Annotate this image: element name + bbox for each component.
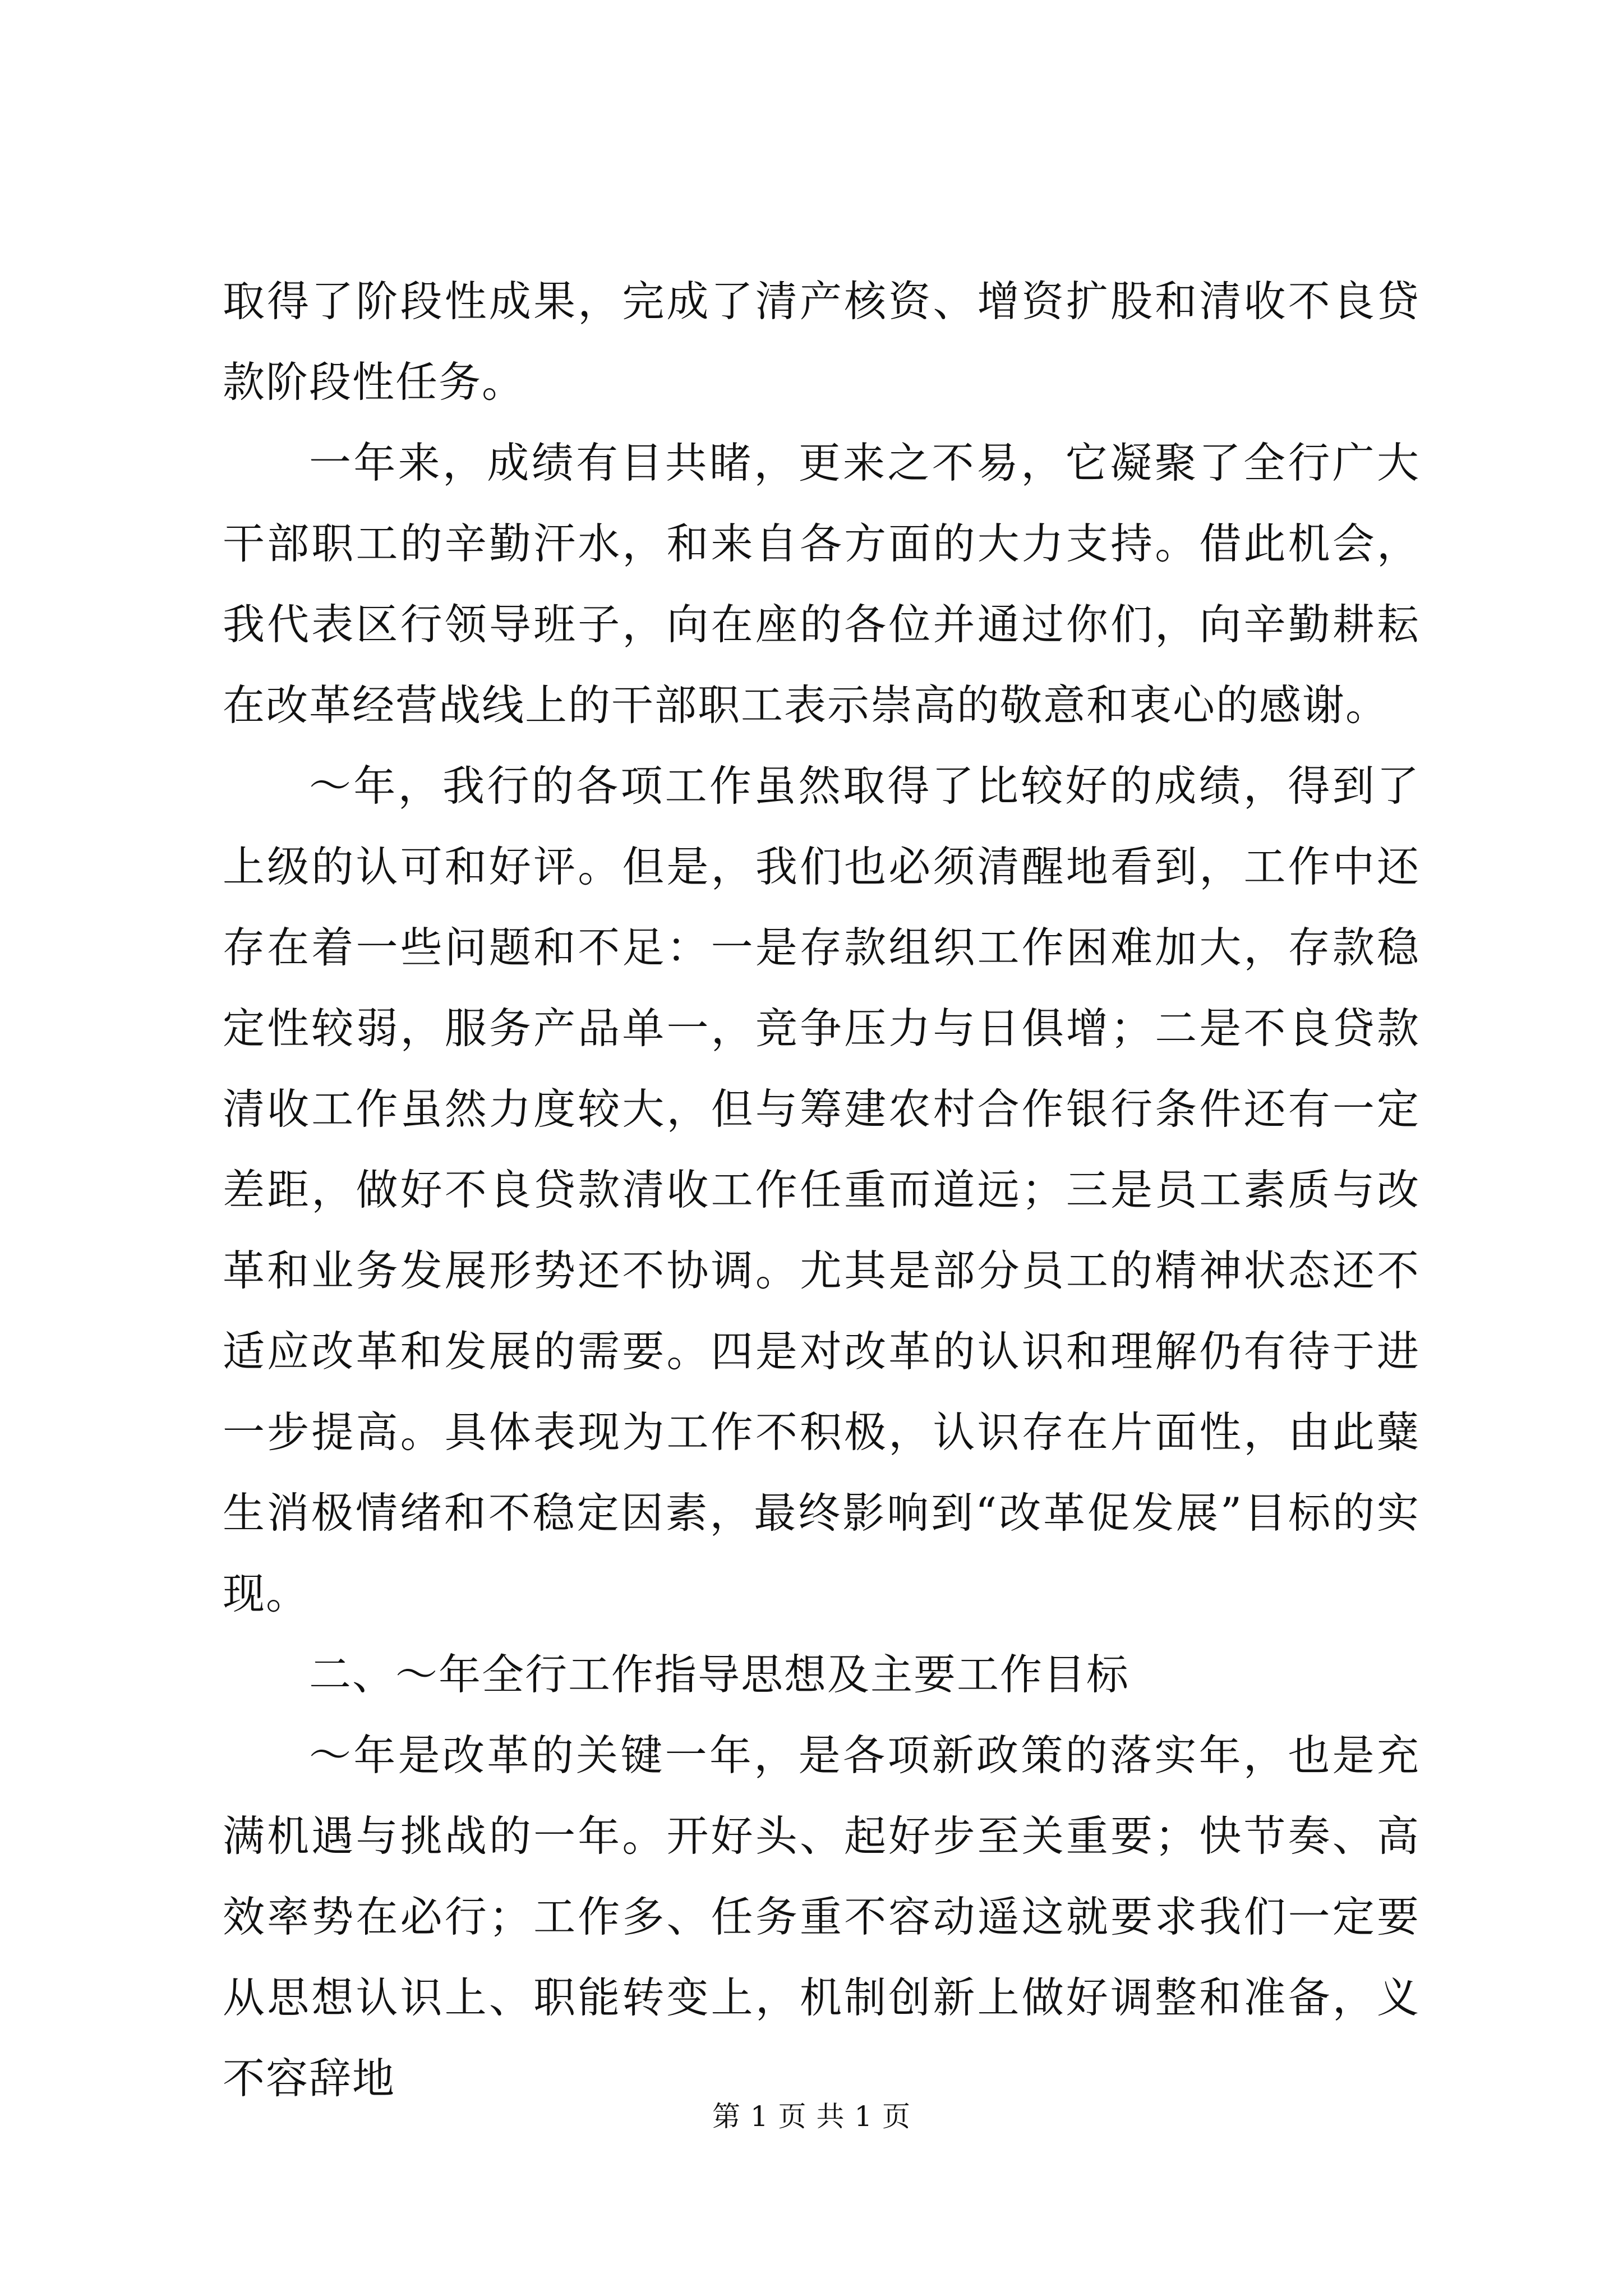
paragraph-1: 取得了阶段性成果，完成了清产核资、增资扩股和清收不良贷款阶段性任务。 bbox=[223, 277, 1420, 407]
page-number-footer: 第 1 页 共 1 页 bbox=[712, 2100, 911, 2133]
paragraph-5: ～年是改革的关键一年，是各项新政策的落实年，也是充满机遇与挑战的一年。开好头、起好步至关重要；快节奏、高效率势在必行；工作多、任务重不容动遥这就要求我们一定要从思想认识上、职能转变上，机制创新上做好调整和准备，义不容辞地 bbox=[223, 1731, 1420, 2103]
document-body bbox=[223, 261, 1420, 2119]
paragraph-2: 一年来，成绩有目共睹，更来之不易，它凝聚了全行广大干部职工的辛勤汗水，和来自各方面的大力支持。借此机会，我代表区行领导班子，向在座的各位并通过你们，向辛勤耕耘在改革经营战线上的干部职工表示崇高的敬意和衷心的感谢。 bbox=[223, 438, 1420, 730]
section-heading: 二、～年全行工作指导思想及主要工作目标 bbox=[309, 1650, 1130, 1699]
paragraph-3: ～年，我行的各项工作虽然取得了比较好的成绩，得到了上级的认可和好评。但是，我们也必须清醒地看到，工作中还存在着一些问题和不足：一是存款组织工作困难加大，存款稳定性较弱，服务产品单一，竞争压力与日俱增；二是不良贷款清收工作虽然力度较大，但与筹建农村合作银行条件还有一定差距，做好不良贷款清收工作任重而道远；三是员工素质与改革和业务发展形势还不协调。尤其是部分员工的精神状态还不适应改革和发展的需要。四是对改革的认识和理解仍有待于进一步提高。具体表现为工作不积极，认识存在片面性，由此糵生消极情绪和不稳定因素，最终影响到“改革促发展”目标的实现。 bbox=[223, 761, 1420, 1618]
